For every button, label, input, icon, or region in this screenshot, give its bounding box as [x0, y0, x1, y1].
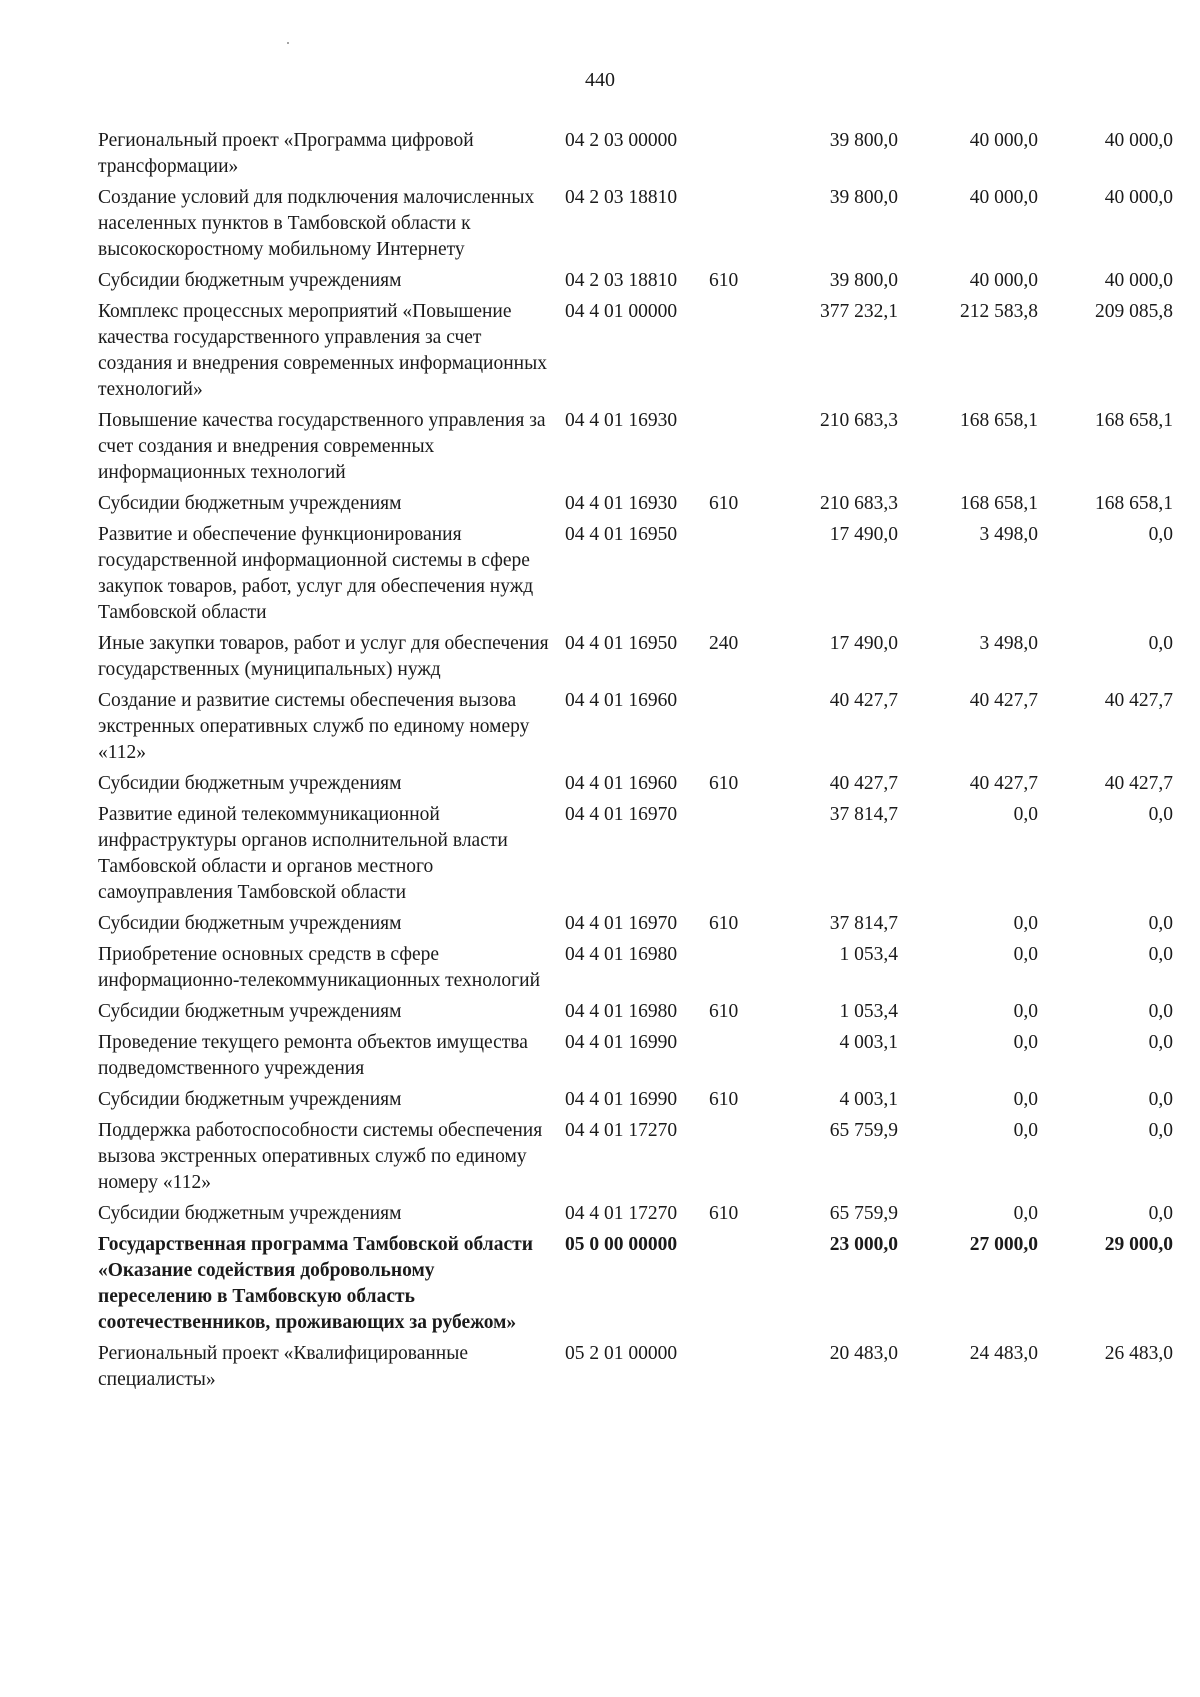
row-value-year1: 17 490,0: [829, 633, 898, 654]
row-value-year3: 0,0: [1148, 1203, 1173, 1224]
row-value-year2: 3 498,0: [979, 633, 1038, 654]
row-code: 04 4 01 16960: [565, 690, 678, 711]
row-name: Развитие единой телекоммуникационной инфраструктуры органов исполнительной власти Тамбовской области и органов местного самоуправления Тамбовской области: [98, 804, 508, 903]
row-code: 04 4 01 16970: [565, 913, 678, 934]
row-value-year1: 20 483,0: [829, 1343, 898, 1364]
row-value-year2: 40 000,0: [969, 187, 1038, 208]
table-row: [98, 491, 1173, 517]
row-value-year3: 0,0: [1148, 633, 1173, 654]
row-value-year2: 24 483,0: [969, 1343, 1038, 1364]
row-code: 04 4 01 16930: [565, 410, 678, 431]
row-value-year1: 37 814,7: [829, 913, 898, 934]
row-value-year3: 0,0: [1148, 1032, 1173, 1053]
row-name: Субсидии бюджетным учреждениям: [98, 773, 402, 794]
table-row: [98, 802, 1173, 906]
row-value-year3: 0,0: [1148, 913, 1173, 934]
row-value-year3: 26 483,0: [1104, 1343, 1173, 1364]
row-name: Субсидии бюджетным учреждениям: [98, 1203, 402, 1224]
row-value-year2: 40 427,7: [969, 773, 1038, 794]
row-code: 04 4 01 16970: [565, 804, 678, 825]
row-value-year2: 0,0: [1013, 944, 1038, 965]
row-code: 04 2 03 18810: [565, 187, 678, 208]
row-value-year1: 39 800,0: [829, 270, 898, 291]
row-value-year1: 39 800,0: [829, 130, 898, 151]
row-expense-type: 610: [709, 1203, 739, 1224]
row-code: 04 2 03 00000: [565, 130, 678, 151]
row-code: 04 4 01 17270: [565, 1120, 678, 1141]
table-row: [98, 1087, 1173, 1113]
row-value-year1: 1 053,4: [839, 944, 898, 965]
row-code: 04 4 01 16980: [565, 1001, 678, 1022]
row-value-year3: 40 000,0: [1104, 187, 1173, 208]
table-row: [98, 128, 1173, 180]
row-name: Развитие и обеспечение функционирования государственной информационной системы в сфере закупок товаров, работ, услуг для обеспечения нужд Тамбовской области: [98, 524, 534, 623]
table-row: [98, 1341, 1173, 1393]
row-value-year2: 0,0: [1013, 1120, 1038, 1141]
row-value-year3: 40 427,7: [1104, 773, 1173, 794]
row-code: 04 4 01 17270: [565, 1203, 678, 1224]
row-code: 04 4 01 16990: [565, 1032, 678, 1053]
row-value-year3: 0,0: [1148, 804, 1173, 825]
row-value-year1: 39 800,0: [829, 187, 898, 208]
row-code: 04 4 01 16930: [565, 493, 678, 514]
row-name: Субсидии бюджетным учреждениям: [98, 1089, 402, 1110]
row-value-year3: 40 000,0: [1104, 130, 1173, 151]
table-row: [98, 1030, 1173, 1082]
row-value-year2: 0,0: [1013, 1089, 1038, 1110]
row-name: Региональный проект «Программа цифровой трансформации»: [98, 130, 474, 177]
row-value-year1: 37 814,7: [829, 804, 898, 825]
row-name: Субсидии бюджетным учреждениям: [98, 493, 402, 514]
row-value-year1: 377 232,1: [820, 301, 898, 322]
row-code: 04 4 01 16960: [565, 773, 678, 794]
row-value-year3: 40 000,0: [1104, 270, 1173, 291]
row-value-year2: 168 658,1: [960, 493, 1038, 514]
row-value-year1: 17 490,0: [829, 524, 898, 545]
row-value-year3: 0,0: [1148, 1120, 1173, 1141]
row-value-year2: 40 000,0: [969, 130, 1038, 151]
row-code: 04 4 01 16980: [565, 944, 678, 965]
row-value-year2: 0,0: [1013, 804, 1038, 825]
row-expense-type: 610: [709, 773, 739, 794]
row-expense-type: 610: [709, 1001, 739, 1022]
row-value-year2: 212 583,8: [960, 301, 1038, 322]
row-value-year2: 0,0: [1013, 913, 1038, 934]
row-code: 04 4 01 00000: [565, 301, 678, 322]
row-name: Поддержка работоспособности системы обеспечения вызова экстренных оперативных служб по единому номеру «112»: [98, 1120, 543, 1193]
table-row: [98, 911, 1173, 937]
row-code: 04 4 01 16950: [565, 524, 678, 545]
row-value-year1: 4 003,1: [839, 1089, 898, 1110]
row-value-year2: 0,0: [1013, 1001, 1038, 1022]
row-expense-type: 610: [709, 493, 739, 514]
row-name: Государственная программа Тамбовской области «Оказание содействия добровольному переселению в Тамбовскую область соотечественников, проживающих за рубежом»: [98, 1234, 533, 1333]
row-name: Субсидии бюджетным учреждениям: [98, 913, 402, 934]
row-value-year1: 4 003,1: [839, 1032, 898, 1053]
table-row: [98, 999, 1173, 1025]
row-value-year1: 23 000,0: [829, 1234, 898, 1255]
table-row: [98, 688, 1173, 766]
table-row: [98, 942, 1173, 994]
row-value-year3: 0,0: [1148, 944, 1173, 965]
row-value-year1: 65 759,9: [829, 1120, 898, 1141]
row-name: Создание условий для подключения малочисленных населенных пунктов в Тамбовской области к высокоскоростному мобильному Интернету: [98, 187, 535, 260]
row-value-year3: 0,0: [1148, 1001, 1173, 1022]
row-value-year1: 40 427,7: [829, 690, 898, 711]
table-row: [98, 631, 1173, 683]
row-value-year2: 40 000,0: [969, 270, 1038, 291]
scan-speck: [287, 42, 289, 44]
row-expense-type: 610: [709, 913, 739, 934]
row-value-year2: 168 658,1: [960, 410, 1038, 431]
table-row: [98, 1232, 1173, 1336]
row-value-year3: 0,0: [1148, 1089, 1173, 1110]
page-number: 440: [585, 69, 615, 91]
row-name: Комплекс процессных мероприятий «Повышение качества государственного управления за счет создания и внедрения современных информационных технологий»: [98, 301, 547, 400]
row-value-year3: 40 427,7: [1104, 690, 1173, 711]
row-value-year2: 40 427,7: [969, 690, 1038, 711]
row-value-year1: 210 683,3: [820, 493, 898, 514]
row-value-year1: 210 683,3: [820, 410, 898, 431]
row-code: 04 2 03 18810: [565, 270, 678, 291]
row-value-year1: 65 759,9: [829, 1203, 898, 1224]
row-code: 04 4 01 16950: [565, 633, 678, 654]
row-expense-type: 610: [709, 270, 739, 291]
row-value-year3: 209 085,8: [1095, 301, 1173, 322]
table-row: [98, 185, 1173, 263]
row-value-year1: 1 053,4: [839, 1001, 898, 1022]
table-row: [98, 268, 1173, 294]
row-value-year3: 168 658,1: [1095, 410, 1173, 431]
row-code: 05 0 00 00000: [565, 1234, 678, 1255]
row-expense-type: 610: [709, 1089, 739, 1110]
row-name: Субсидии бюджетным учреждениям: [98, 270, 402, 291]
table-row: [98, 299, 1173, 403]
row-value-year2: 0,0: [1013, 1032, 1038, 1053]
budget-table: [98, 128, 1173, 1393]
row-name: Субсидии бюджетным учреждениям: [98, 1001, 402, 1022]
row-value-year3: 0,0: [1148, 524, 1173, 545]
row-value-year1: 40 427,7: [829, 773, 898, 794]
table-row: [98, 408, 1173, 486]
row-name: Повышение качества государственного управления за счет создания и внедрения современных информационных технологий: [98, 410, 546, 483]
row-name: Иные закупки товаров, работ и услуг для обеспечения государственных (муниципальных) нужд: [98, 633, 549, 680]
row-expense-type: 240: [709, 633, 739, 654]
row-code: 05 2 01 00000: [565, 1343, 678, 1364]
row-name: Региональный проект «Квалифицированные специалисты»: [98, 1343, 468, 1390]
table-row: [98, 1201, 1173, 1227]
row-name: Приобретение основных средств в сфере информационно-телекоммуникационных технологий: [98, 944, 541, 991]
table-row: [98, 1118, 1173, 1196]
table-row: [98, 522, 1173, 626]
row-value-year2: 3 498,0: [979, 524, 1038, 545]
row-name: Создание и развитие системы обеспечения вызова экстренных оперативных служб по единому номеру «112»: [98, 690, 530, 763]
table-row: [98, 771, 1173, 797]
row-code: 04 4 01 16990: [565, 1089, 678, 1110]
row-name: Проведение текущего ремонта объектов имущества подведомственного учреждения: [98, 1032, 528, 1079]
row-value-year2: 27 000,0: [969, 1234, 1038, 1255]
row-value-year3: 29 000,0: [1104, 1234, 1173, 1255]
row-value-year3: 168 658,1: [1095, 493, 1173, 514]
row-value-year2: 0,0: [1013, 1203, 1038, 1224]
